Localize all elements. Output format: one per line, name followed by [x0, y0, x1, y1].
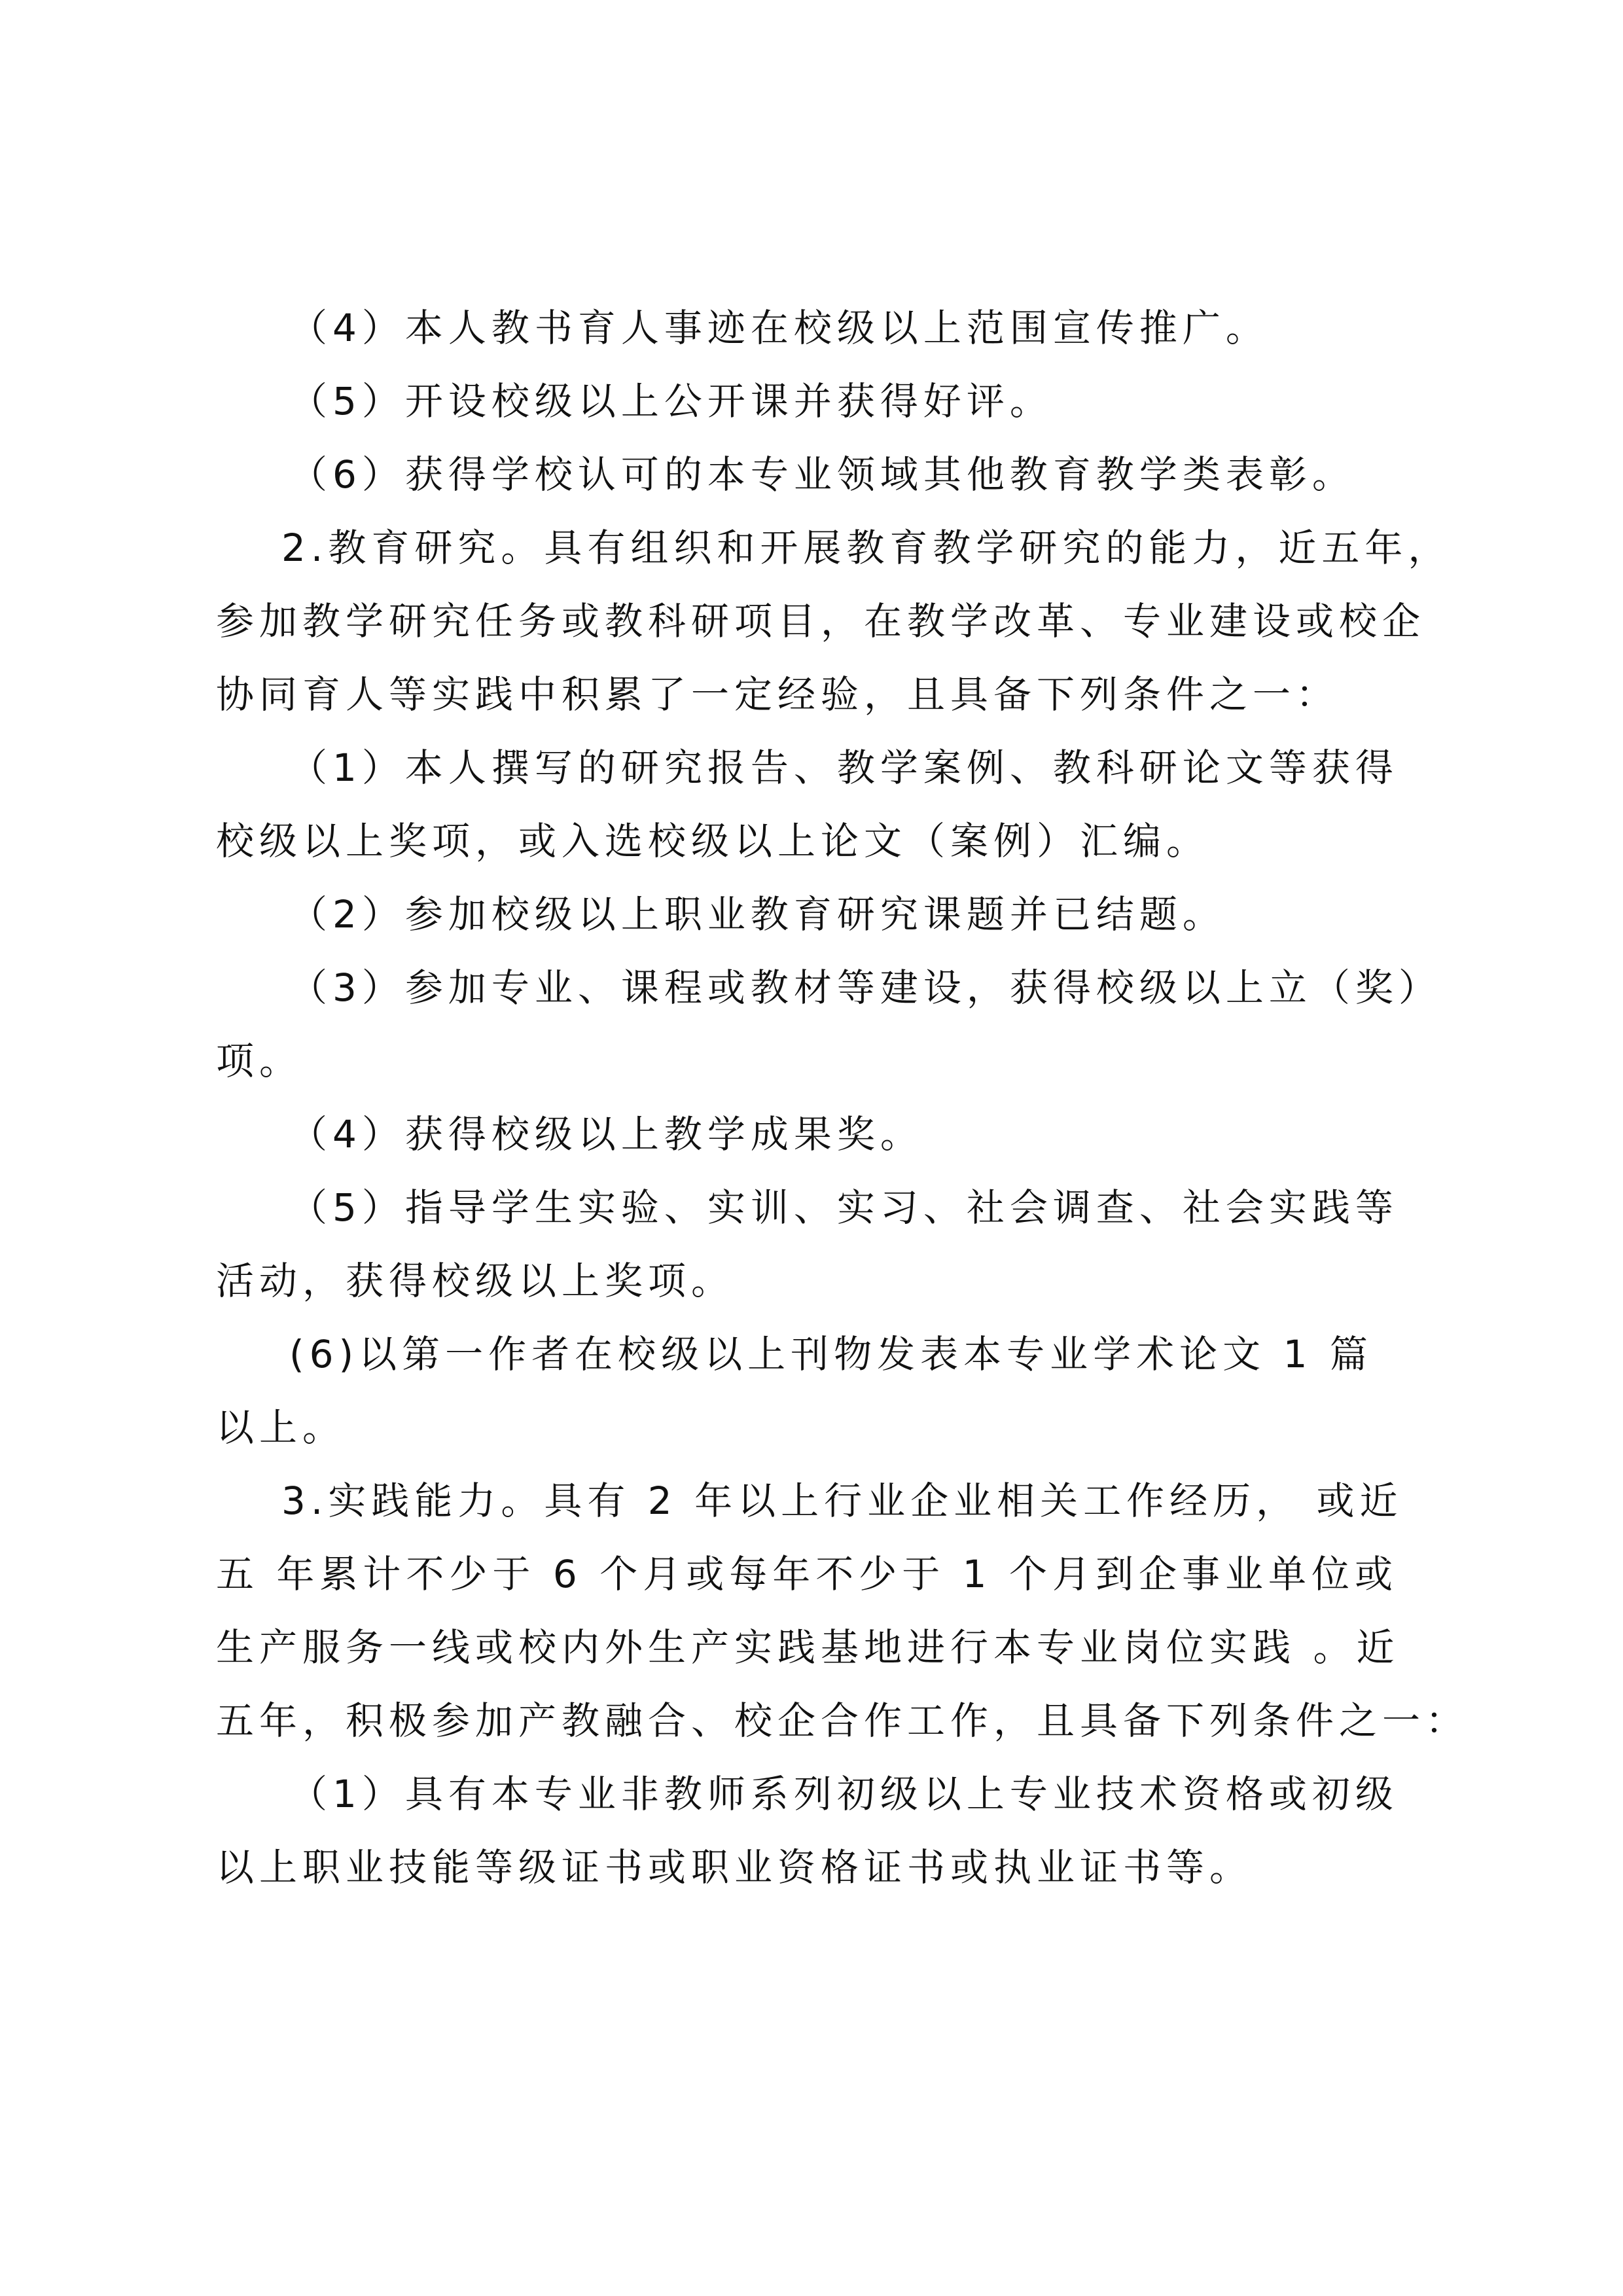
section-2-text-line-3: 协同育人等实践中积累了一定经验，且具备下列条件之一： — [216, 672, 1340, 717]
section-3-text-line-3: 生产服务一线或校内外生产实践基地进行本专业岗位实践 。近 — [216, 1625, 1400, 1670]
item-4-publicity: （4）本人教书育人事迹在校级以上范围宣传推广。 — [289, 306, 1269, 350]
section-2-item-3-line-1: （3）参加专业、课程或教材等建设，获得校级以上立（奖） — [289, 965, 1442, 1010]
section-3-text-line-4: 五年，积极参加产教融合、校企合作工作，且具备下列条件之一： — [216, 1698, 1469, 1743]
section-2-text-line-2: 参加教学研究任务或教科研项目，在教学改革、专业建设或校企 — [216, 599, 1426, 643]
section-2-item-1-line-2: 校级以上奖项，或入选校级以上论文（案例）汇编。 — [216, 819, 1210, 863]
section-2-item-6-line-1: (6)以第一作者在校级以上刊物发表本专业学术论文 1 篇 — [289, 1332, 1373, 1376]
section-3-text-line-2: 五 年累计不少于 6 个月或每年不少于 1 个月到企事业单位或 — [216, 1552, 1398, 1596]
section-2-item-3-line-2: 项。 — [216, 1039, 303, 1083]
item-5-open-class: （5）开设校级以上公开课并获得好评。 — [289, 379, 1053, 423]
section-2-item-5-line-2: 活动，获得校级以上奖项。 — [216, 1259, 735, 1303]
item-6-commendation: （6）获得学校认可的本专业领域其他教育教学类表彰。 — [289, 452, 1355, 497]
section-3-heading: 3.实践能力。具有 2 年以上行业企业相关工作经历， 或近 — [281, 1479, 1403, 1523]
section-3-item-1-line-1: （1）具有本专业非教师系列初级以上专业技术资格或初级 — [289, 1772, 1399, 1816]
document-body — [216, 291, 1469, 1904]
section-2-heading: 2.教育研究。具有组织和开展教育教学研究的能力，近五年， — [281, 526, 1452, 570]
section-2-item-4: （4）获得校级以上教学成果奖。 — [289, 1112, 923, 1157]
section-2-item-2: （2）参加校级以上职业教育研究课题并已结题。 — [289, 892, 1226, 937]
section-2-item-5-line-1: （5）指导学生实验、实训、实习、社会调查、社会实践等 — [289, 1185, 1399, 1230]
section-2-item-6-line-2: 以上。 — [216, 1405, 346, 1450]
section-3-item-1-line-2: 以上职业技能等级证书或职业资格证书或执业证书等。 — [216, 1845, 1253, 1890]
section-2-item-1-line-1: （1）本人撰写的研究报告、教学案例、教科研论文等获得 — [289, 745, 1399, 790]
